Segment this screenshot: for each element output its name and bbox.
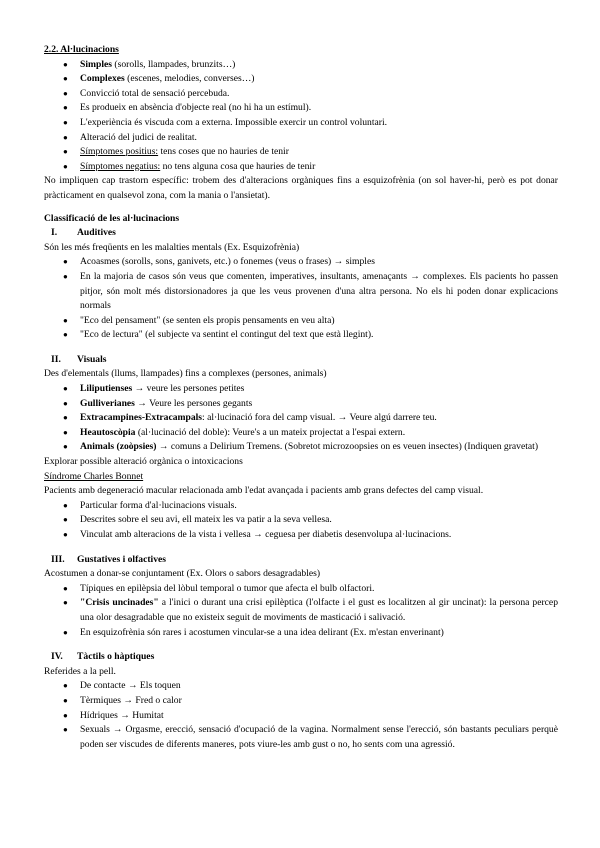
list-item xyxy=(44,411,558,426)
intro-list xyxy=(44,58,558,175)
item-text: En esquizofrènia són rares i acostumen vincular-se a una idea delirant (Ex. m'estan enverinant) xyxy=(80,626,444,638)
bullet-icon: ● xyxy=(63,117,68,127)
section-title: Gustatives i olfactives xyxy=(77,553,166,565)
item-bold: Gulliverianes xyxy=(80,397,135,409)
list-item xyxy=(44,382,558,397)
bullet-icon: ● xyxy=(63,88,68,98)
section-number: III. xyxy=(51,553,65,565)
bullet-icon: ● xyxy=(63,103,68,113)
list-item xyxy=(44,328,558,343)
bullet-icon: ● xyxy=(63,147,68,157)
list-item xyxy=(44,709,558,724)
item-text: tens coses que no hauries de tenir xyxy=(158,146,289,158)
visuals-note: Explorar possible alteració orgànica o intoxicacions xyxy=(44,456,243,468)
item-text: no tens alguna cosa que hauries de tenir xyxy=(160,160,316,172)
item-underlined: Símptomes positius: xyxy=(80,146,159,158)
section-number: IV. xyxy=(51,651,63,663)
bullet-icon: ● xyxy=(63,515,68,525)
bullet-icon: ● xyxy=(63,695,68,705)
list-item xyxy=(44,694,558,709)
item-text: : al·lucinació fora del camp visual. → Veure algú darrere teu. xyxy=(202,412,437,424)
item-text: En la majoria de casos són veus que comenten, imperatives, insultants, amenaçants → complexes. Els pacients ho passen pitjor, són molt més distorsionadores ja que les veus provenen d'una altra persona. No els hi poden donar explicacions normals xyxy=(80,270,558,312)
list-item xyxy=(44,679,558,694)
bullet-icon: ● xyxy=(63,442,68,452)
item-text: → Veure les persones gegants xyxy=(134,397,253,409)
bullet-icon: ● xyxy=(63,413,68,423)
list-item xyxy=(44,101,558,116)
item-text: De contacte → Els toquen xyxy=(80,680,181,692)
item-text: (escenes, melodies, converses…) xyxy=(124,73,255,85)
item-text: Sexuals → Orgasme, erecció, sensació d'ocupació de la vagina. Normalment sense l'erecció, són bastants peculiars perquè poden ser viscudes de diferents maneres, pots viure-les amb gust o no, ho sents com una agressió. xyxy=(80,724,558,750)
item-text: L'experiència és viscuda com a externa. Impossible exercir un control voluntari. xyxy=(80,116,388,128)
bullet-icon: ● xyxy=(63,59,68,69)
list-item xyxy=(44,626,558,641)
list-item xyxy=(44,145,558,160)
tactils-list xyxy=(44,679,558,752)
document-page xyxy=(44,43,558,752)
item-text: "Eco de lectura" (el subjecte va sentint el contingut del text que està llegint). xyxy=(80,329,374,341)
list-item xyxy=(44,72,558,87)
bullet-icon: ● xyxy=(63,583,68,593)
item-bold: Heautoscòpia xyxy=(80,426,136,438)
item-text: Particular forma d'al·lucinacions visuals. xyxy=(80,499,237,511)
classification-title: Classificació de les al·lucinacions xyxy=(44,212,180,224)
item-text: Convicció total de sensació percebuda. xyxy=(80,87,230,99)
bullet-icon: ● xyxy=(63,330,68,340)
item-text: (al·lucinació del doble): Veure's a un mateix projectat a l'espai extern. xyxy=(135,426,406,438)
bullet-icon: ● xyxy=(63,398,68,408)
list-item xyxy=(44,270,558,314)
item-text: → comuns a Delirium Tremens. (Sobretot microzoopsies on es veuen insectes) (Indiquen gravetat) xyxy=(156,441,539,453)
list-item xyxy=(44,426,558,441)
section-heading-visuals xyxy=(44,353,558,368)
bullet-icon: ● xyxy=(63,257,68,267)
list-item xyxy=(44,499,558,514)
list-item xyxy=(44,255,558,270)
syndrome-title: Síndrome Charles Bonnet xyxy=(44,470,144,482)
item-text: Es produeix en absència d'objecte real (no hi ha un estímul). xyxy=(80,102,312,114)
bullet-icon: ● xyxy=(63,530,68,539)
list-item xyxy=(44,513,558,528)
item-text: "Eco del pensament" (se senten els propis pensaments en veu alta) xyxy=(80,314,335,326)
section-heading-auditives xyxy=(44,226,558,241)
item-bold: Liliputienses xyxy=(80,383,133,395)
intro-paragraph: No impliquen cap trastorn específic: trobem des d'alteracions orgàniques fins a esquizofrènia (on sol haver-hi, però es pot donar pràcticament en qualsevol zona, com la mania o l'ansietat). xyxy=(44,175,558,201)
bullet-icon: ● xyxy=(63,315,68,325)
syndrome-list xyxy=(44,499,558,543)
syndrome-text: Pacients amb degeneració macular relacionada amb l'edat avançada i pacients amb grans defectes del camp visual. xyxy=(44,485,484,497)
bullet-icon: ● xyxy=(63,384,68,394)
item-bold: Extracampines-Extracampals xyxy=(80,412,203,424)
section-intro: Des d'elementals (llums, llampades) fins a complexes (persones, animals) xyxy=(44,368,327,380)
item-bold: Simples xyxy=(80,58,112,70)
item-text: → veure les persones petites xyxy=(132,383,245,395)
bullet-icon: ● xyxy=(63,725,68,735)
section-intro: Són les més freqüents en les malalties mentals (Ex. Esquizofrènia) xyxy=(44,241,300,253)
item-text: Descrites sobre el seu avi, ell mateix les va patir a la seva vellesa. xyxy=(80,514,332,526)
section-intro: Acostumen a donar-se conjuntament (Ex. Olors o sabors desagradables) xyxy=(44,568,321,580)
bullet-icon: ● xyxy=(63,132,68,142)
bullet-icon: ● xyxy=(63,271,68,281)
bullet-icon: ● xyxy=(63,161,68,171)
list-item xyxy=(44,440,558,455)
list-item xyxy=(44,582,558,597)
list-item xyxy=(44,314,558,329)
section-intro: Referides a la pell. xyxy=(44,665,116,677)
section-number: I. xyxy=(51,227,58,239)
list-item xyxy=(44,160,558,175)
item-text: Alteració del judici de realitat. xyxy=(80,131,197,143)
list-item xyxy=(44,58,558,73)
section-number: II. xyxy=(51,353,61,365)
item-underlined: Símptomes negatius: xyxy=(80,160,161,172)
item-text: Tèrmiques → Fred o calor xyxy=(80,694,182,706)
item-text: Típiques en epilèpsia del lòbul temporal o tumor que afecta el bulb olfactori. xyxy=(80,582,375,594)
bullet-icon: ● xyxy=(63,710,68,720)
list-item xyxy=(44,723,558,752)
list-item xyxy=(44,596,558,625)
section-heading-gustatives xyxy=(44,553,558,568)
bullet-icon: ● xyxy=(63,427,68,437)
item-bold: Complexes xyxy=(80,73,125,85)
visuals-list xyxy=(44,382,558,455)
list-item xyxy=(44,528,558,543)
bullet-icon: ● xyxy=(63,681,68,691)
item-text: (sorolls, llampades, brunzits…) xyxy=(112,58,236,70)
list-item xyxy=(44,397,558,412)
section-title: Tàctils o hàptiques xyxy=(77,651,155,663)
item-text: Vinculat amb alteracions de la vista i vellesa → ceguesa per diabetis desenvolupa al·lucinacions. xyxy=(80,529,452,540)
bullet-icon: ● xyxy=(63,598,68,608)
item-text: a l'inici o durant una crisi epilèptica (l'olfacte i el gust es localitzen al gir uncinat): la persona percep una olor desagradable que no existeix seguit de moviments de masticació i salivació. xyxy=(80,597,558,623)
item-text: Acoasmes (sorolls, sons, ganivets, etc.) o fonemes (veus o frases) → simples xyxy=(80,256,375,268)
auditives-list xyxy=(44,255,558,343)
bullet-icon: ● xyxy=(63,74,68,84)
list-item xyxy=(44,87,558,102)
section-title: Auditives xyxy=(77,227,116,239)
item-text: Hídriques → Humitat xyxy=(80,709,164,721)
section-title: Visuals xyxy=(77,353,107,365)
section-heading-tactils xyxy=(44,650,558,665)
item-bold: Animals (zoòpsies) xyxy=(80,441,157,453)
item-bold: "Crisis uncinades" xyxy=(80,597,159,609)
bullet-icon: ● xyxy=(63,500,68,510)
gustatives-list xyxy=(44,582,558,640)
list-item xyxy=(44,131,558,146)
list-item xyxy=(44,116,558,131)
bullet-icon: ● xyxy=(63,627,68,637)
page-title: 2.2. Al·lucinacions xyxy=(44,44,119,55)
